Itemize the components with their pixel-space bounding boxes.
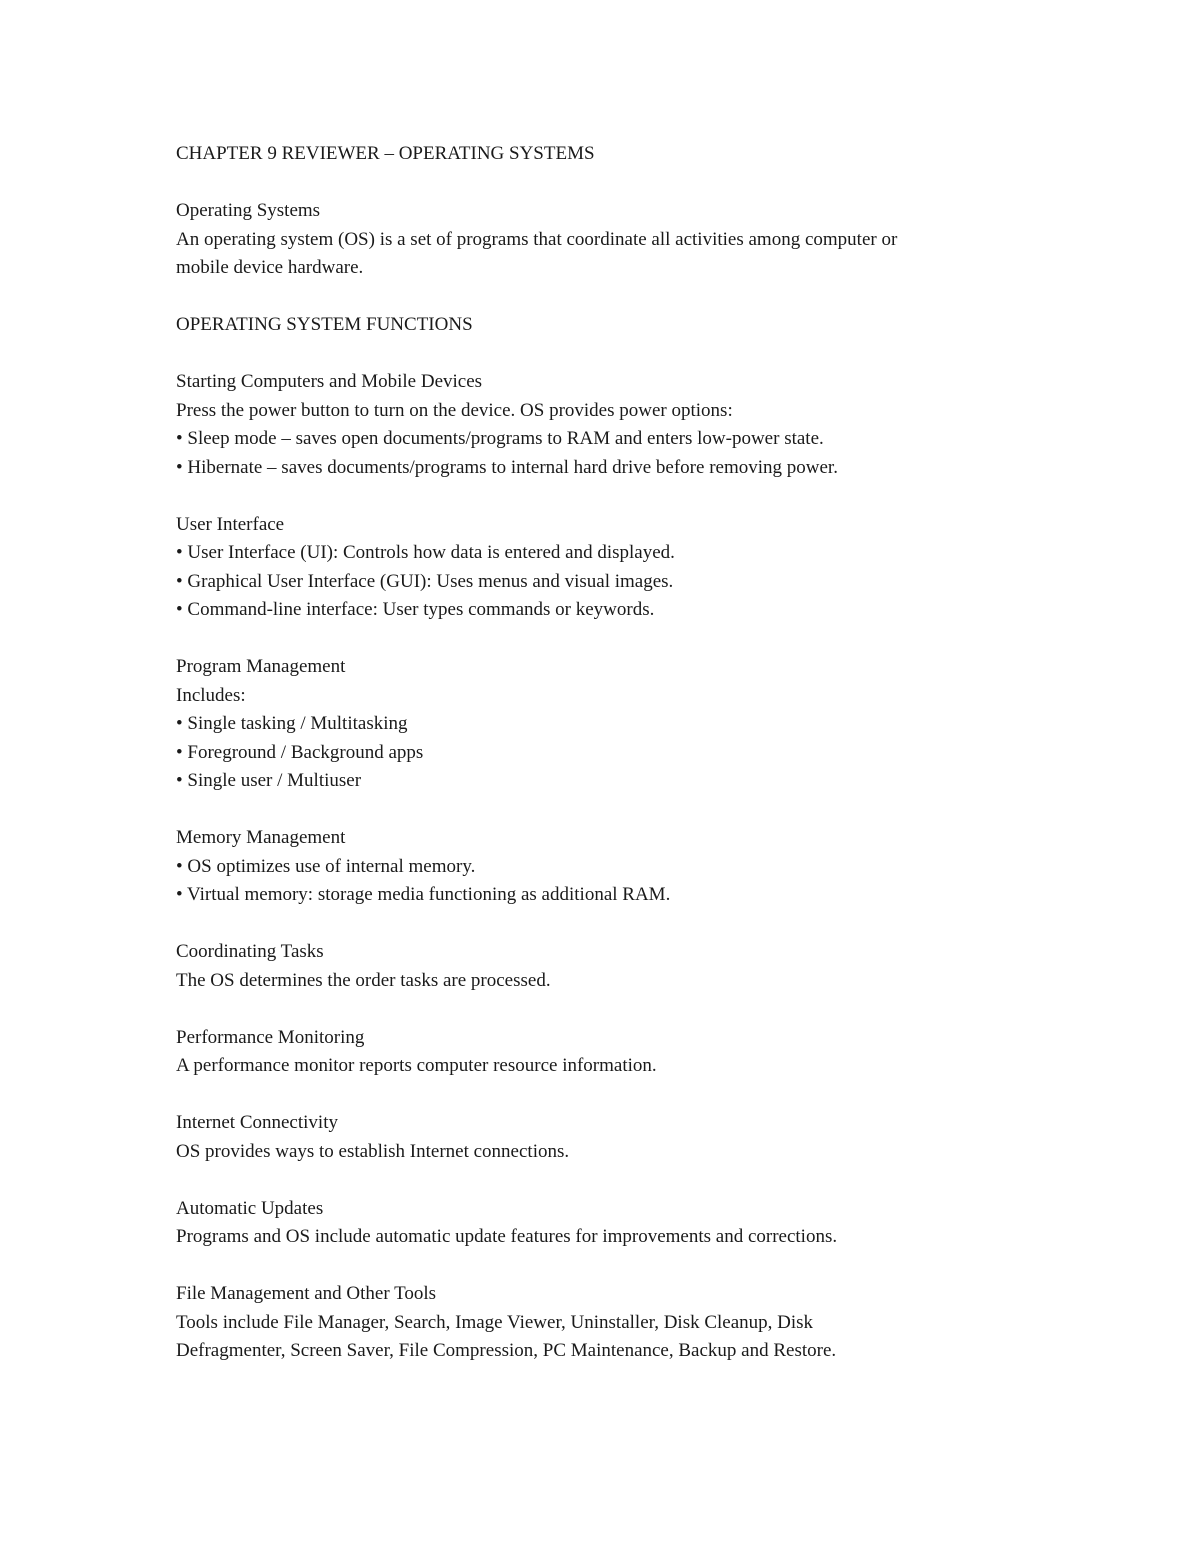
bullet-item: • Foreground / Background apps	[176, 741, 424, 763]
bullet-item: • Command-line interface: User types commands or keywords.	[176, 599, 655, 620]
section-heading: File Management and Other Tools	[176, 1283, 437, 1304]
section-file-management	[176, 1280, 1056, 1366]
paragraph-line: Includes:	[176, 684, 246, 706]
spacer	[176, 1252, 1056, 1281]
spacer	[176, 340, 1056, 369]
bullet-item: • Single user / Multiuser	[176, 770, 362, 791]
paragraph-line: An operating system (OS) is a set of programs that coordinate all activities among computer or	[176, 228, 898, 250]
document-page	[176, 140, 1056, 1366]
bullet-item: • Graphical User Interface (GUI): Uses menus and visual images.	[176, 570, 674, 592]
section-starting-devices	[176, 368, 1056, 482]
bullet-item: • Single tasking / Multitasking	[176, 713, 408, 734]
functions-heading: OPERATING SYSTEM FUNCTIONS	[176, 314, 473, 335]
section-operating-systems	[176, 197, 1056, 283]
section-heading: Starting Computers and Mobile Devices	[176, 371, 483, 392]
paragraph-line: Defragmenter, Screen Saver, File Compression, PC Maintenance, Backup and Restore.	[176, 1340, 837, 1361]
section-heading: Automatic Updates	[176, 1197, 324, 1219]
section-user-interface	[176, 511, 1056, 625]
bullet-item: • Virtual memory: storage media functioning as additional RAM.	[176, 884, 671, 905]
paragraph-line: Programs and OS include automatic update features for improvements and corrections.	[176, 1226, 838, 1247]
spacer	[176, 169, 1056, 198]
paragraph-line: A performance monitor reports computer resource information.	[176, 1055, 657, 1076]
section-heading: Program Management	[176, 656, 346, 677]
section-automatic-updates	[176, 1195, 1056, 1252]
section-heading: Coordinating Tasks	[176, 941, 324, 962]
paragraph-line: Press the power button to turn on the device. OS provides power options:	[176, 399, 733, 421]
bullet-item: • Hibernate – saves documents/programs to internal hard drive before removing power.	[176, 456, 838, 478]
section-performance-monitoring	[176, 1024, 1056, 1081]
bullet-item: • User Interface (UI): Controls how data is entered and displayed.	[176, 542, 675, 563]
section-memory-management	[176, 824, 1056, 910]
spacer	[176, 1081, 1056, 1110]
section-internet-connectivity	[176, 1109, 1056, 1166]
paragraph-line: Tools include File Manager, Search, Image Viewer, Uninstaller, Disk Cleanup, Disk	[176, 1311, 814, 1333]
spacer	[176, 910, 1056, 939]
spacer	[176, 1166, 1056, 1195]
section-heading: User Interface	[176, 513, 285, 535]
paragraph-line: The OS determines the order tasks are processed.	[176, 969, 551, 991]
spacer	[176, 283, 1056, 312]
spacer	[176, 796, 1056, 825]
bullet-item: • Sleep mode – saves open documents/programs to RAM and enters low-power state.	[176, 428, 824, 449]
bullet-item: • OS optimizes use of internal memory.	[176, 855, 476, 877]
spacer	[176, 482, 1056, 511]
paragraph-line: mobile device hardware.	[176, 257, 364, 278]
section-heading: Memory Management	[176, 827, 346, 848]
section-coordinating-tasks	[176, 938, 1056, 995]
paragraph-line: OS provides ways to establish Internet connections.	[176, 1140, 570, 1162]
document-title: CHAPTER 9 REVIEWER – OPERATING SYSTEMS	[176, 143, 595, 164]
section-program-management	[176, 653, 1056, 796]
spacer	[176, 995, 1056, 1024]
section-heading: Internet Connectivity	[176, 1112, 338, 1133]
spacer	[176, 625, 1056, 654]
section-heading: Operating Systems	[176, 200, 321, 221]
section-heading: Performance Monitoring	[176, 1026, 365, 1048]
